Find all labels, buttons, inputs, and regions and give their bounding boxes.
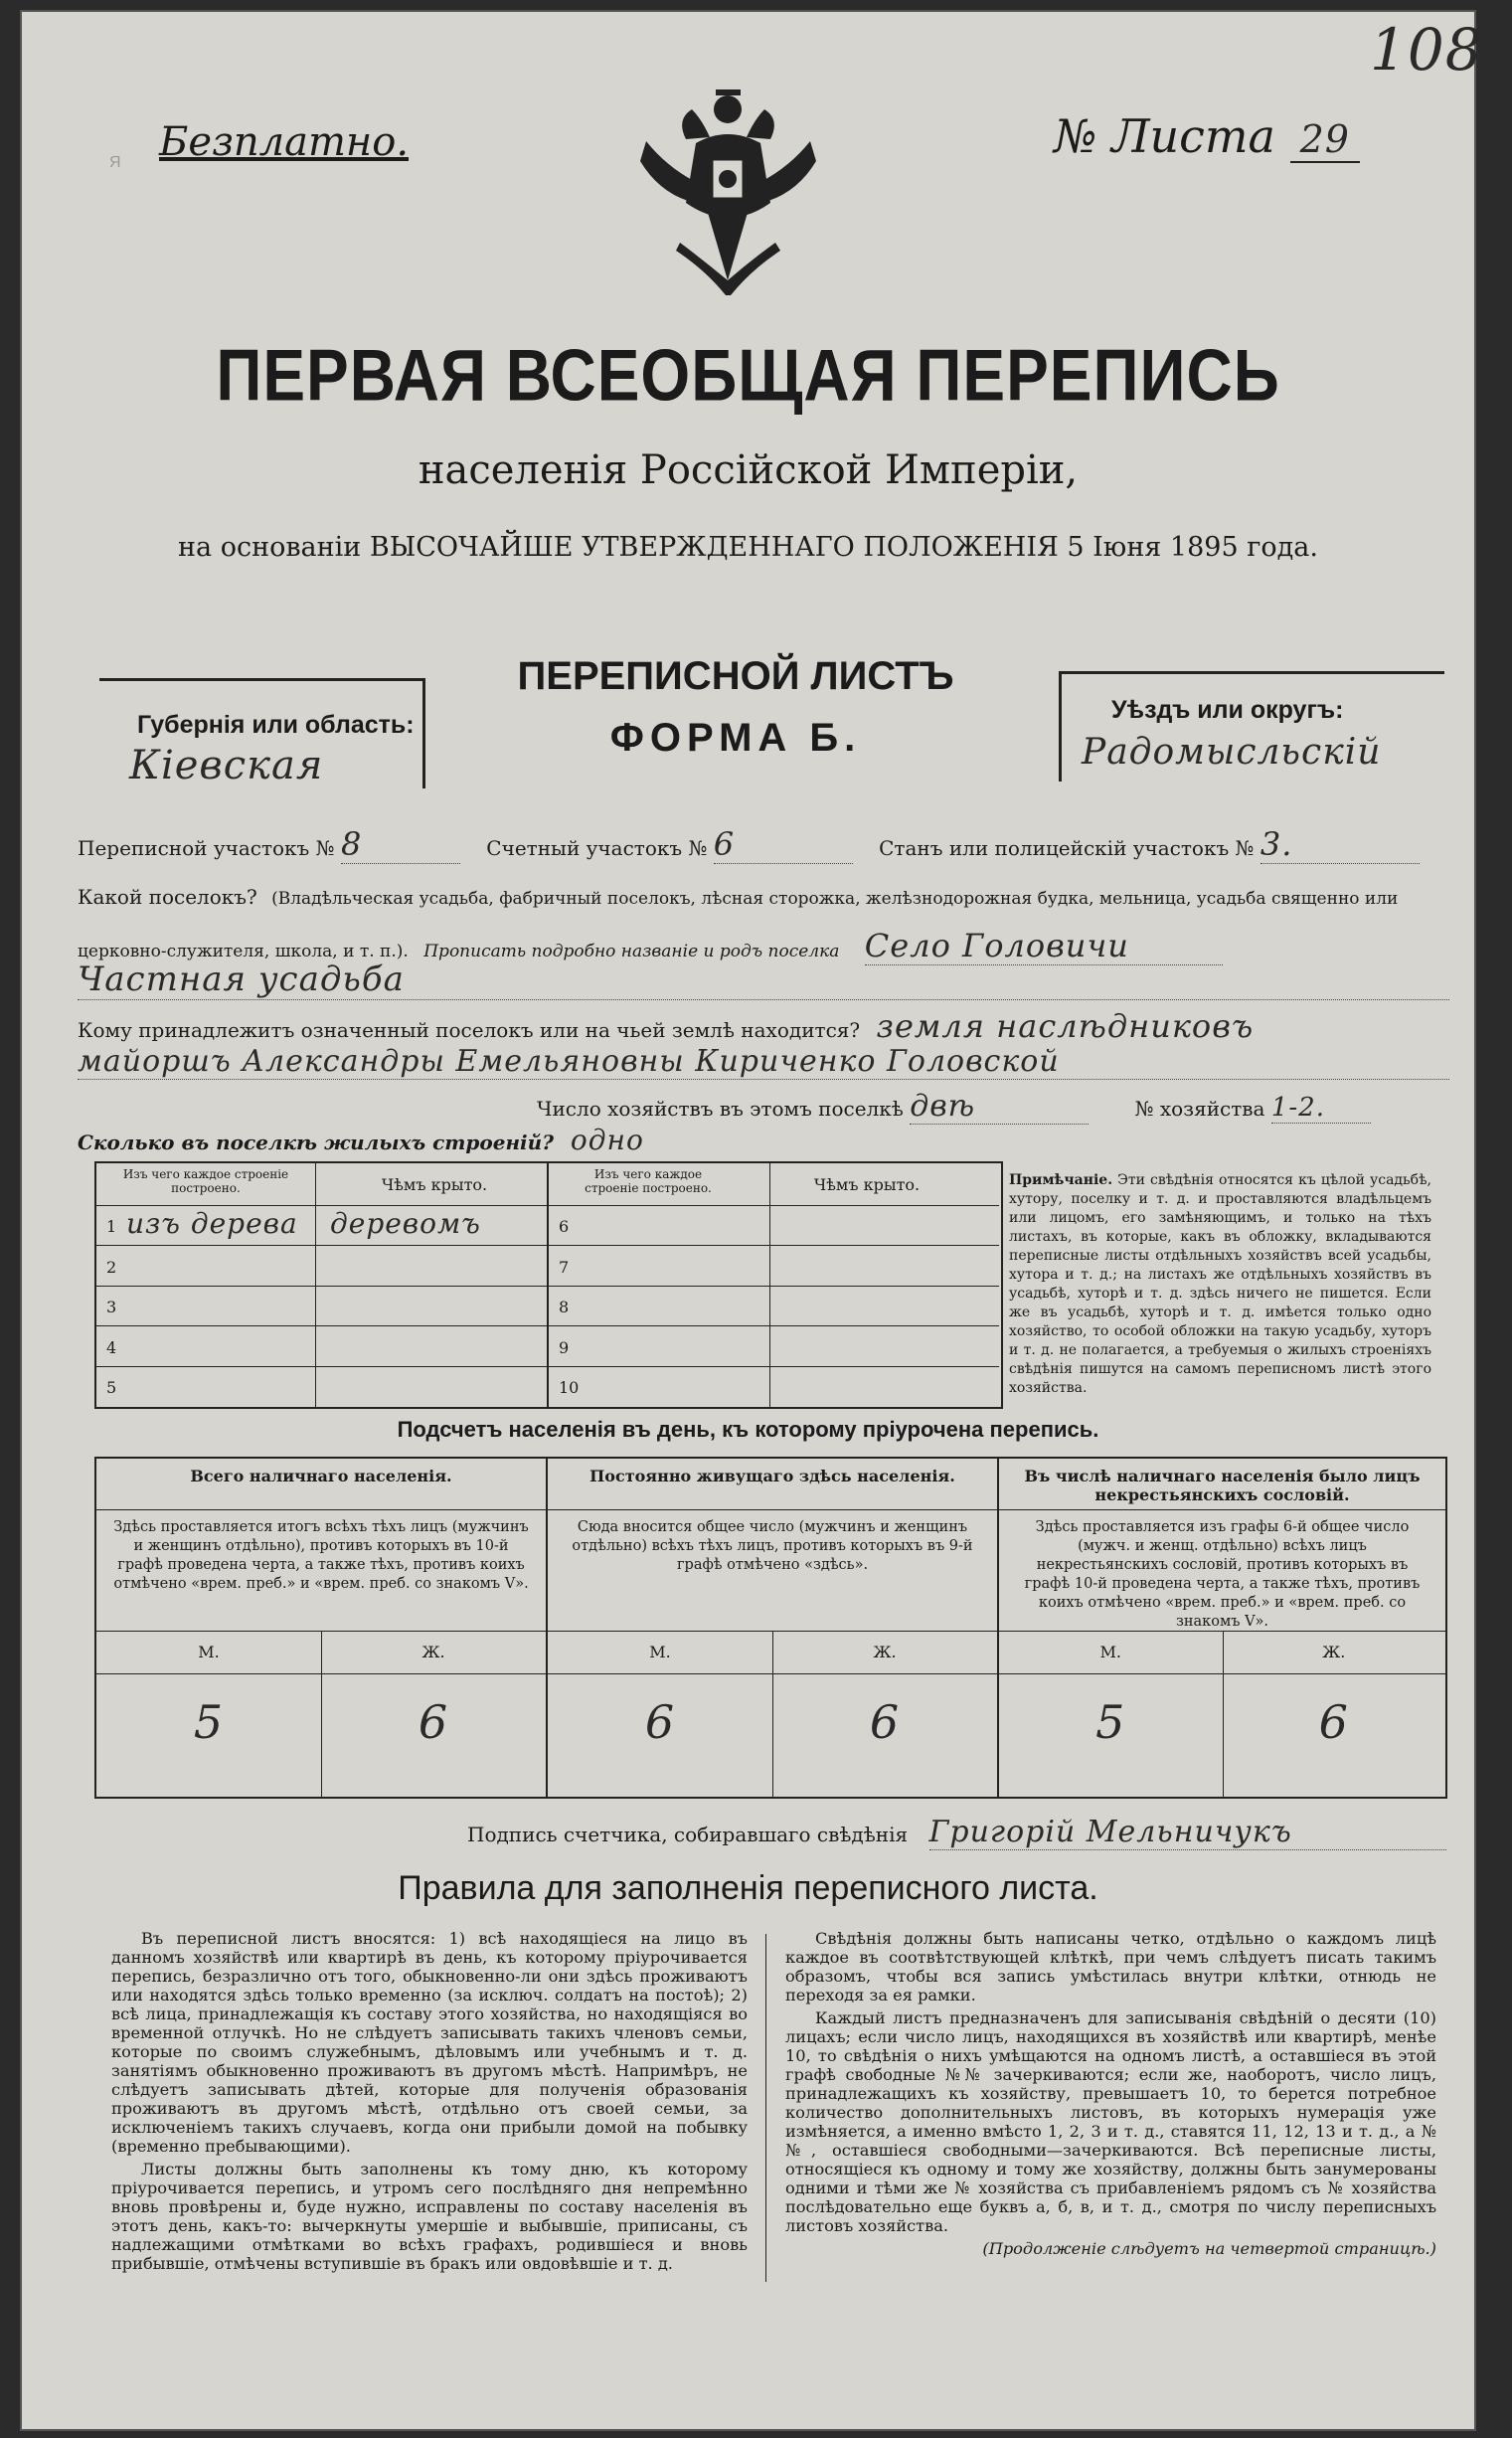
rules-left-p1: Въ переписной листъ вносятся: 1) всѣ находящіеся на лицо въ данномъ хозяйствѣ или квартирѣ въ день, къ которому пріурочивается перепись, безразлично отъ того, обыкновенно-ли они здѣсь проживаютъ или находятся здѣсь только временно (за исключ. солдатъ на постоѣ); 2) всѣ лица, принадлежащія къ составу этого хозяйства, но находящіяся во временной отлучкѣ. Но не слѣдуетъ записывать такихъ членовъ семьи, которые по своимъ служебнымъ, дѣловымъ или учебнымъ и т. д. занятіямъ обыкновенно проживаютъ въ другомъ мѣстѣ. Напримѣръ, не слѣдуетъ записывать дѣтей, которые для полученія образованія проживаютъ въ другомъ мѣстѣ, отдѣльно отъ своей семьи, за исключеніемъ такихъ случаевъ, когда они прибыли домой на побывку (временно пребывающими). — [111, 1929, 748, 2156]
count-column — [96, 1459, 548, 1797]
rules-right-p2: Каждый листъ предназначенъ для записыванія свѣдѣній о десяти (10) лицахъ; если число лицъ, находящихся въ хозяйствѣ или квартирѣ, менѣе 10, то свѣдѣнія о нихъ умѣщаются на одномъ листѣ, а оставшіеся въ этой графѣ свободные №№ зачеркиваются; если же, наоборотъ, число лицъ, принадлежащихъ къ хозяйству, превышаетъ 10, то берется потребное количество дополнительныхъ листовъ, въ которыхъ нумерація уже измѣняется, а именно вмѣсто 1, 2, 3 и т. д., ставятся 11, 12, 13 и т. д., а №№, оставшіеся свободными—зачеркиваются. Всѣ переписные листы, относящіеся къ одному и тому же хозяйству, должны быть занумерованы одними и тѣми же № хозяйства съ прибавленіемъ рядомъ съ № хозяйства послѣдовательно еще буквъ а, б, в, и т. д., смотря по числу переписныхъ листовъ хозяйства. — [785, 2008, 1436, 2235]
building-row — [96, 1205, 547, 1246]
rules-title: Правила для заполненія переписного листа. — [398, 1869, 1098, 1907]
rules-left-p2: Листы должны быть заполнены къ тому дню, къ которому пріурочивается перепись, и утромъ сего послѣдняго дня непремѣнно вновь провѣрены и, буде нужно, исправлены по составу населенія въ этотъ день, какъ-то: вычеркнуты умершіе и выбывшіе, приписаны, съ надлежащими отмѣтками во всѣхъ графахъ, родившіеся и вновь прибывшіе, отмѣчены вступившіе въ бракъ или овдовѣвшіе и т. д. — [111, 2160, 748, 2273]
owner-value-2: майоршъ Александры Емельяновны Кириченко Головской — [78, 1044, 1449, 1080]
rules-divider — [765, 1934, 766, 2282]
uezd-value: Радомысльскій — [1082, 732, 1382, 773]
building-row-number: 1 — [106, 1217, 117, 1236]
male-label: М. — [1099, 1643, 1121, 1661]
settlement-name: Село Головичи — [865, 927, 1223, 965]
building-row-number: 10 — [559, 1378, 580, 1398]
population-count-table — [94, 1457, 1447, 1799]
buildings-right: Изъ чего каждое строеніе построено. Чѣмъ крыто. 6 7 8 9 10 — [549, 1163, 999, 1407]
building-row-number: 3 — [106, 1298, 117, 1317]
building-row — [549, 1286, 999, 1326]
uezd-box — [1059, 671, 1444, 782]
count-column-desc: Здѣсь проставляется изъ графы 6-й общее число (мужч. и женщ. отдѣльно) всѣхъ лицъ некрестьянскихъ сословій, противъ которыхъ въ графѣ 10-й проведена черта, а также тѣхъ, противъ коихъ отмѣчено «врем. преб.» и «врем. преб. со знакомъ V». — [999, 1510, 1445, 1632]
guberniya-box — [99, 678, 425, 788]
count-column-head: Постоянно живущаго здѣсь населенія. — [548, 1459, 997, 1510]
rules-left-column — [111, 1929, 748, 2277]
census-plot-value: 8 — [341, 825, 460, 864]
note — [1009, 1171, 1431, 1398]
building-row-number: 5 — [106, 1378, 117, 1398]
owner-value-1: земля наслѣдниковъ — [876, 1007, 1255, 1045]
settlement-type: Частная усадьба — [78, 959, 1449, 1000]
female-label: Ж. — [421, 1643, 445, 1661]
building-row-number: 4 — [106, 1337, 117, 1357]
count-column-head: Всего наличнаго населенія. — [96, 1459, 546, 1510]
free-label: Безплатно. — [159, 119, 410, 165]
imperial-eagle-icon — [636, 82, 820, 295]
building-row — [96, 1366, 547, 1406]
male-label: М. — [649, 1643, 671, 1661]
plots-line — [78, 825, 1449, 864]
building-row — [549, 1326, 999, 1367]
building-row — [549, 1205, 999, 1246]
corner-number: 108 — [1370, 16, 1483, 84]
rules-right-p1: Свѣдѣнія должны быть написаны четко, отдѣльно о каждомъ лицѣ каждое въ соотвѣтствующей клѣткѣ, при чемъ слѣдуетъ писать такимъ образомъ, чтобы вся запись умѣстилась внутри клѣтки, отнюдь не переходя за ея рамки. — [785, 1929, 1436, 2004]
count-female-value: 6 — [1318, 1695, 1349, 1749]
building-row — [96, 1246, 547, 1287]
uezd-label: Уѣздъ или округъ: — [1111, 696, 1344, 724]
census-plot-label: Переписной участокъ № — [78, 836, 335, 860]
sheet-number-label: № Листа 29 — [1054, 109, 1360, 163]
building-row-number: 2 — [106, 1257, 117, 1277]
stan-label: Станъ или полицейскій участокъ № — [879, 836, 1255, 860]
households-line: Число хозяйствъ въ этомъ поселкѣ двѣ № хозяйства 1-2. — [537, 1089, 1451, 1125]
form-title: ПЕРЕПИСНОЙ ЛИСТЪ — [517, 654, 954, 698]
male-label: М. — [198, 1643, 220, 1661]
subtitle: населенія Россійской Имперіи, — [418, 447, 1079, 493]
count-column-desc: Здѣсь проставляется итогъ всѣхъ тѣхъ лицъ (мужчинъ и женщинъ отдѣльно), противъ которыхъ въ 10-й графѣ проведена черта, а также тѣхъ, противъ коихъ отмѣчено «врем. преб.» и «врем. преб. со знакомъ V». — [96, 1510, 546, 1632]
count-plot-label: Счетный участокъ № — [486, 836, 708, 860]
note-text: Эти свѣдѣнія относятся къ цѣлой усадьбѣ, хутору, поселку и т. д. и проставляются владѣльцемъ или лицомъ, его замѣняющимъ, и только на тѣхъ листахъ, въ которые, какъ въ обложку, вкладываются переписные листы отдѣльныхъ хозяйствъ всей усадьбы, хутора и т. д.; на листахъ же отдѣльныхъ хозяйствъ въ усадьбѣ, хуторѣ и т. д. здѣсь ничего не пишется. Если же въ усадьбѣ, хуторѣ и т. д. имѣется только одно хозяйство, то особой обложки на такую усадьбу, хуторъ и т. д. не полагается, а требуемыя о жилыхъ строеніяхъ свѣдѣнія пишутся на самомъ переписномъ листѣ этого хозяйства. — [1009, 1172, 1431, 1396]
dwellings-line: Сколько въ поселкѣ жилыхъ строеній? одно — [78, 1124, 644, 1156]
households-count: двѣ — [910, 1089, 1089, 1125]
signature-value: Григорій Мельничукъ — [929, 1815, 1446, 1850]
buildings-table — [94, 1161, 1003, 1409]
building-row — [96, 1286, 547, 1326]
count-female-value: 6 — [418, 1695, 449, 1749]
settlement-line2: церковно-служителя, школа, и т. п.). Прописать подробно названіе и родъ поселка Село Головичи — [78, 927, 1449, 965]
count-column — [548, 1459, 999, 1797]
building-roof: деревомъ — [330, 1207, 481, 1240]
buildings-left: Изъ чего каждое строеніе построено. Чѣмъ крыто. 1 изъ дерева деревомъ 2 3 4 5 — [96, 1163, 549, 1407]
rules-continued: (Продолженіе слѣдуетъ на четвертой страницѣ.) — [982, 2239, 1436, 2258]
settlement-hint: (Владѣльческая усадьба, фабричный поселокъ, лѣсная сторожка, желѣзнодорожная будка, мельница, усадьба священно или — [271, 889, 1399, 909]
stan-value: 3. — [1260, 825, 1420, 864]
count-column-desc: Сюда вносится общее число (мужчинъ и женщинъ отдѣльно) всѣхъ тѣхъ лицъ, противъ которыхъ въ 9-й графѣ отмѣчено «здѣсь». — [548, 1510, 997, 1632]
count-title: Подсчетъ населенія въ день, къ которому пріурочена перепись. — [397, 1417, 1099, 1442]
building-row — [549, 1366, 999, 1406]
female-label: Ж. — [1322, 1643, 1346, 1661]
building-row-number: 8 — [559, 1298, 570, 1317]
building-material: изъ дерева — [126, 1207, 298, 1240]
household-number: 1-2. — [1271, 1093, 1371, 1124]
building-row — [549, 1246, 999, 1287]
count-column — [999, 1459, 1445, 1797]
count-plot-value: 6 — [714, 825, 853, 864]
building-row-number: 9 — [559, 1337, 570, 1357]
note-title: Примѣчаніе. — [1009, 1172, 1113, 1188]
count-female-value: 6 — [869, 1695, 901, 1749]
guberniya-value: Кіевская — [129, 743, 324, 788]
form-subtitle: ФОРМА Б. — [609, 716, 862, 760]
census-sheet: 108 Я Безплатно. № Листа 29 ПЕРВАЯ ВСЕОБЩАЯ ПЕРЕПИСЬ населенія Россійской Имперіи, на основаніи ВЫСОЧАЙШЕ УТВЕРЖДЕННАГО ПОЛОЖЕНІЯ 5 Іюня 1895 года. Губернія или область: Кіевская ПЕРЕПИСНОЙ ЛИСТЪ ФОРМА Б. Уѣздъ или округъ: Радомысльскій Переписной участокъ № 8 Счетный участокъ № 6 Станъ или полицейскій участокъ № 3. Какой поселокъ? (Владѣльческая усадьба, фабричный поселокъ, лѣсная сторожка, желѣзнодорожная будка, мельница, усадьба священно или церковно-служителя, школа, и т. п.). Прописать подробно названіе и родъ поселка Село Головичи Частная усадьба Кому принадлежитъ означенный поселокъ или на чьей землѣ находится? земля наслѣдниковъ майоршъ Александры Емельяновны Кириченко Головской Число хозяйствъ въ этомъ поселкѣ двѣ № хозяйства 1-2. Сколько въ поселкѣ жилыхъ строеній? одно Изъ чего каждое строеніе построено. Чѣмъ крыто. 1 изъ дерева деревомъ 2 3 4 5 Изъ чего каждое строеніе построено. Чѣмъ крыто. 6 7 8 9 10 Примѣчаніе. Эти свѣдѣнія относятся къ цѣлой усадьбѣ, хутору, поселку и т. д. и проставляются владѣльцемъ или лицомъ, его замѣняющимъ, и только на тѣхъ листахъ, въ которые, какъ въ обложку, вкладываются переписные листы отдѣльныхъ хозяйствъ всей усадьбы, хутора и т. д.; на листахъ же отдѣльныхъ хозяйствъ въ усадьбѣ, хуторѣ и т. д. здѣсь ничего не пишется. Если же въ усадьбѣ, хуторѣ и т. д. имѣется только одно хозяйство, то особой обложки на такую усадьбу, хуторъ и т. д. не полагается, а требуемыя о жилыхъ строеніяхъ свѣдѣнія пишутся на самомъ переписномъ листѣ этого хозяйства. Подсчетъ населенія въ день, къ которому пріурочена перепись. Всего наличнаго населенія. Здѣсь проставляется итогъ всѣхъ тѣхъ лицъ (мужчинъ и женщинъ отдѣльно), противъ которыхъ въ 10-й графѣ проведена черта, а также тѣхъ, противъ коихъ отмѣчено «врем. преб.» и «врем. преб. со знакомъ V». М. Ж. 5 6 Постоянно живущаго здѣсь населенія. Сюда вносится общее число (мужчинъ и женщинъ отдѣльно) всѣхъ тѣхъ лицъ, противъ которыхъ въ 9-й графѣ отмѣчено «здѣсь». М. Ж. 6 6 Въ числѣ наличнаго населенія было лицъ некрестьянскихъ сословій. Здѣсь проставляется изъ графы 6-й общее число (мужч. и женщ. отдѣльно) всѣхъ лицъ некрестьянскихъ сословій, противъ которыхъ въ графѣ 10-й проведена черта, а также тѣхъ, противъ коихъ отмѣчено «врем. преб.» и «врем. преб. со знакомъ V». М. Ж. 5 6 Подпись счетчика, собиравшаго свѣдѣнія Григорій Мельничукъ Правила для заполненія переписного листа. Въ переписной листъ вносятся: 1) всѣ находящіеся на лицо въ данномъ хозяйствѣ или квартирѣ въ день, къ которому пріурочивается перепись, безразлично отъ того, обыкновенно-ли они здѣсь проживаютъ или находятся здѣсь только временно (за исключ. солдатъ на постоѣ); 2) всѣ лица, принадлежащія къ составу этого хозяйства, но находящіяся во временной отлучкѣ. Но не слѣдуетъ записывать такихъ членовъ семьи, которые по своимъ служебнымъ, дѣловымъ или учебнымъ и т. д. занятіямъ обыкновенно проживаютъ въ другомъ мѣстѣ. Напримѣръ, не слѣдуетъ записывать дѣтей, которые для полученія образованія проживаютъ въ другомъ мѣстѣ, отдѣльно отъ своей семьи, за исключеніемъ такихъ случаевъ, когда они прибыли домой на побывку (временно пребывающими). Листы должны быть заполнены къ тому дню, къ которому пріурочивается перепись, и утромъ сего послѣдняго дня непремѣнно вновь провѣрены и, буде нужно, исправлены по составу населенія въ этотъ день, какъ-то: вычеркнуты умершіе и выбывшіе, приписаны, съ надлежащими отмѣтками во всѣхъ графахъ, родившіеся и вновь прибывшіе, отмѣчены вступившіе въ бракъ или овдовѣвшіе и т. д. Свѣдѣнія должны быть написаны четко, отдѣльно о каждомъ лицѣ каждое въ соотвѣтствующей клѣткѣ, при чемъ слѣдуетъ писать такимъ образомъ, чтобы вся запись умѣстилась внутри клѣтки, отнюдь не переходя за ея рамки. Каждый листъ предназначенъ для записыванія свѣдѣній о десяти (10) лицахъ; если число лицъ, находящихся въ хозяйствѣ или квартирѣ, менѣе 10, то свѣдѣнія о нихъ умѣщаются на одномъ листѣ, а оставшіеся въ этой графѣ свободные №№ зачеркиваются; если же, наоборотъ, число лицъ, принадлежащихъ къ хозяйству, превышаетъ 10, то берется потребное количество дополнительныхъ листовъ, въ которыхъ нумерація уже измѣняется, а именно вмѣсто 1, 2, 3 и т. д., ставятся 11, 12, 13 и т. д., а №№, оставшіеся свободными—зачеркиваются. Всѣ переписные листы, относящіеся къ одному и тому же хозяйству, должны быть занумерованы одними и тѣми же № хозяйства съ прибавленіемъ рядомъ съ № хозяйства послѣдовательно еще буквъ а, б, в, и т. д., смотря по числу переписныхъ листовъ хозяйства. (Продолженіе слѣдуетъ на четвертой страницѣ.) — [20, 10, 1476, 2431]
female-label: Ж. — [873, 1643, 897, 1661]
count-male-value: 6 — [644, 1695, 676, 1749]
signature-line: Подпись счетчика, собиравшаго свѣдѣнія Григорій Мельничукъ — [467, 1815, 1461, 1850]
main-title: ПЕРВАЯ ВСЕОБЩАЯ ПЕРЕПИСЬ — [216, 333, 1280, 417]
guberniya-label: Губернія или область: — [137, 711, 415, 739]
dwellings-value: одно — [570, 1124, 644, 1156]
building-row — [96, 1326, 547, 1367]
building-row-number: 7 — [559, 1257, 570, 1277]
basis-line: на основаніи ВЫСОЧАЙШЕ УТВЕРЖДЕННАГО ПОЛОЖЕНІЯ 5 Іюня 1895 года. — [178, 532, 1318, 563]
count-column-head: Въ числѣ наличнаго населенія было лицъ некрестьянскихъ сословій. — [999, 1459, 1445, 1510]
settlement-question-line: Какой поселокъ? (Владѣльческая усадьба, фабричный поселокъ, лѣсная сторожка, желѣзнодорожная будка, мельница, усадьба священно или — [78, 885, 1399, 909]
rules-right-column — [785, 1929, 1436, 2262]
building-row-number: 6 — [559, 1217, 570, 1236]
count-male-value: 5 — [193, 1695, 225, 1749]
owner-line: Кому принадлежитъ означенный поселокъ или на чьей землѣ находится? земля наслѣдниковъ — [78, 1007, 1255, 1045]
sheet-number-value: 29 — [1290, 117, 1360, 163]
count-male-value: 5 — [1095, 1695, 1126, 1749]
